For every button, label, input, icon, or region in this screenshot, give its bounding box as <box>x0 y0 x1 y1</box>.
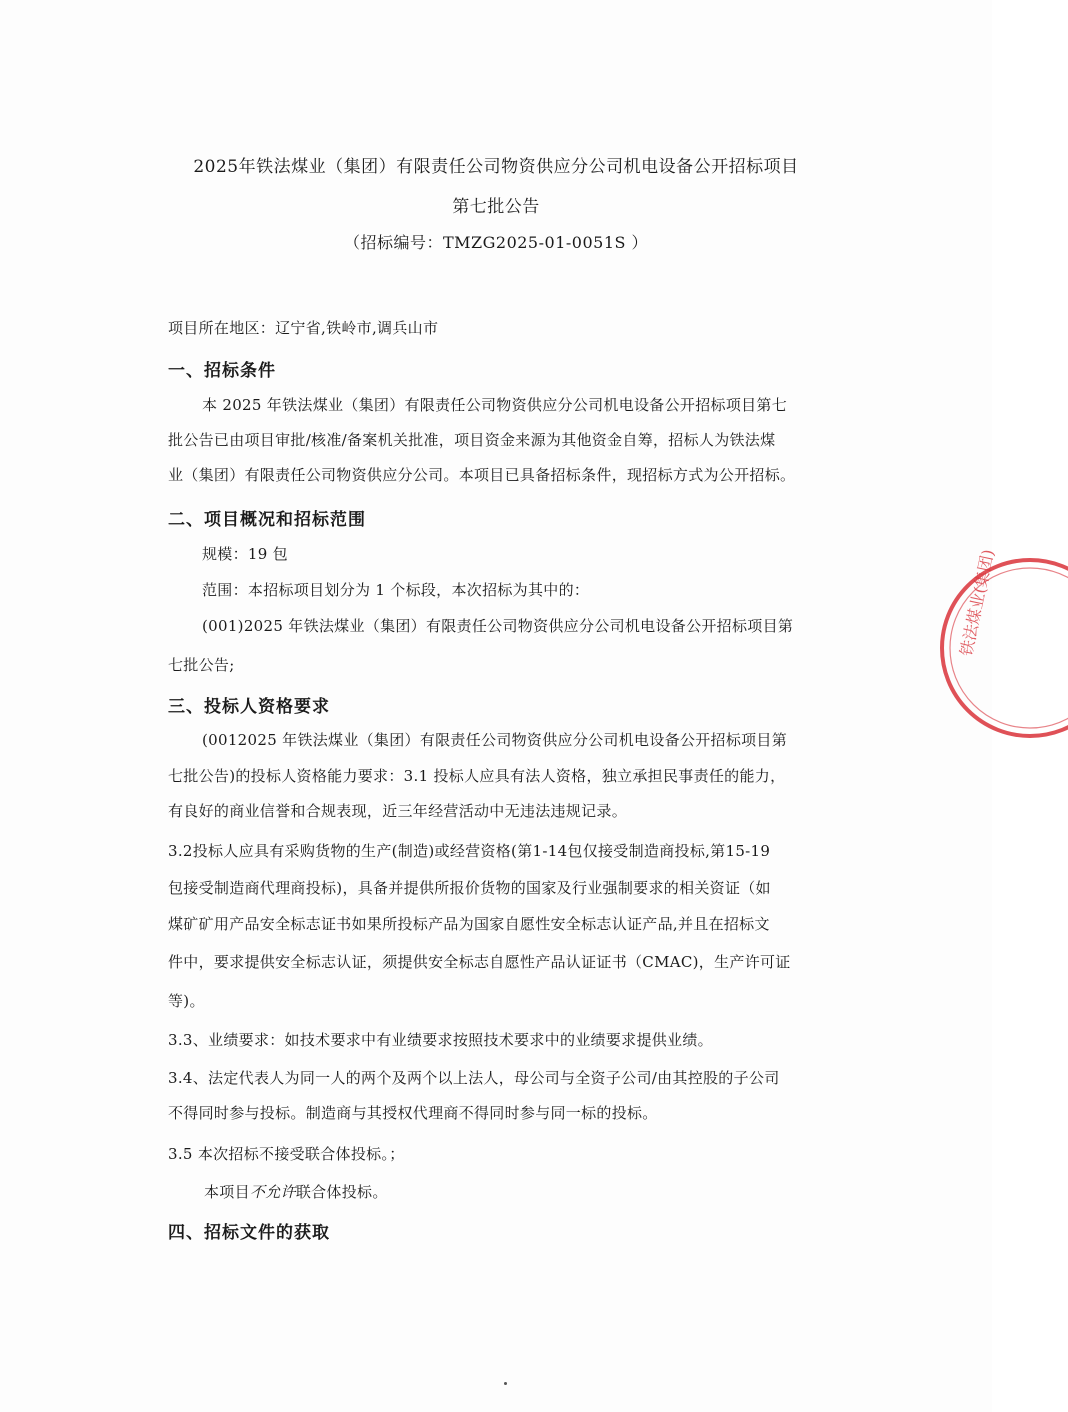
page-mark <box>504 1382 507 1385</box>
section3-line: (0012025 年铁法煤业（集团）有限责任公司物资供应分公司机电设备公开招标项目第 <box>202 731 788 749</box>
section3-line: 煤矿矿用产品安全标志证书如果所投标产品为国家自愿性安全标志认证产品,并且在招标文 <box>168 915 770 933</box>
section3-line: 有良好的商业信誉和合规表现，近三年经营活动中无违法违规记录。 <box>168 802 628 820</box>
consortium-suffix: 联合体投标。 <box>295 1183 388 1201</box>
section3-line: 3.5 本次招标不接受联合体投标。； <box>168 1145 405 1163</box>
section2-line: 规模：19 包 <box>202 545 288 563</box>
section-heading-2: 二、项目概况和招标范围 <box>168 510 366 530</box>
project-region: 项目所在地区：辽宁省,铁岭市,调兵山市 <box>168 319 439 337</box>
consortium-prefix: 本项目 <box>204 1183 250 1201</box>
section-heading-3: 三、投标人资格要求 <box>168 697 330 717</box>
consortium-note <box>204 1182 388 1202</box>
section2-line: 七批公告; <box>168 656 235 674</box>
section3-line: 3.3、业绩要求：如技术要求中有业绩要求按照技术要求中的业绩要求提供业绩。 <box>168 1031 713 1049</box>
section3-line: 包接受制造商代理商投标)，具备并提供所报价货物的国家及行业强制要求的相关资证（如 <box>168 879 771 897</box>
section1-line: 本 2025 年铁法煤业（集团）有限责任公司物资供应分公司机电设备公开招标项目第七 <box>202 396 788 414</box>
section2-line: 范围：本招标项目划分为 1 个标段，本次招标为其中的： <box>202 581 590 599</box>
section3-line: 七批公告)的投标人资格能力要求：3.1 投标人应具有法人资格，独立承担民事责任的能力， <box>168 767 786 785</box>
tender-number: （招标编号：TMZG2025-01-0051S ） <box>343 233 649 252</box>
document-title-line1: 2025年铁法煤业（集团）有限责任公司物资供应分公司机电设备公开招标项目 <box>193 157 799 177</box>
section-heading-1: 一、招标条件 <box>168 361 276 381</box>
section3-line: 件中，要求提供安全标志认证，须提供安全标志自愿性产品认证证书（CMAC)，生产许可证 <box>168 953 791 971</box>
section3-line: 3.2投标人应具有采购货物的生产(制造)或经营资格(第1-14包仅接受制造商投标,第15-19 <box>168 842 771 860</box>
document-title-line2: 第七批公告 <box>452 197 540 217</box>
section3-line: 不得同时参与投标。制造商与其授权代理商不得同时参与同一标的投标。 <box>168 1104 658 1122</box>
svg-text:铁法煤业(集团): 铁法煤业(集团) <box>956 547 998 658</box>
section1-line: 业（集团）有限责任公司物资供应分公司。本项目已具备招标条件，现招标方式为公开招标。 <box>168 466 796 484</box>
company-seal-stamp <box>938 548 1068 748</box>
section2-line: (001)2025 年铁法煤业（集团）有限责任公司物资供应分公司机电设备公开招标项目第 <box>202 617 794 635</box>
consortium-italic: 不允许 <box>249 1183 296 1201</box>
section3-line: 等)。 <box>168 992 205 1010</box>
section-heading-4: 四、招标文件的获取 <box>168 1223 330 1243</box>
section3-line: 3.4、法定代表人为同一人的两个及两个以上法人，母公司与全资子公司/由其控股的子公司 <box>168 1069 780 1087</box>
section1-line: 批公告已由项目审批/核准/备案机关批准，项目资金来源为其他资金自筹，招标人为铁法煤 <box>168 431 776 449</box>
